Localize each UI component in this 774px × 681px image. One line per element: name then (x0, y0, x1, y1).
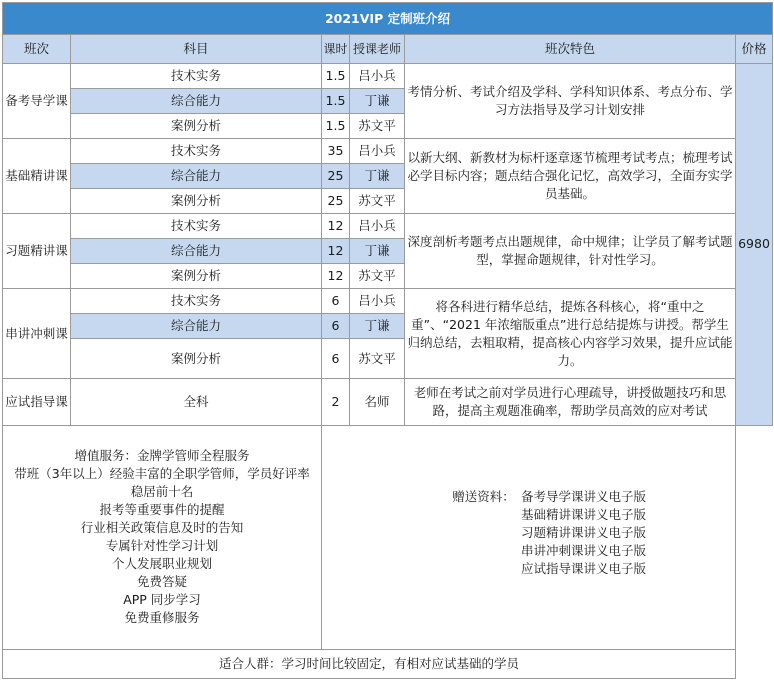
header-price: 价格 (736, 35, 773, 64)
features-sprint: 将各科进行精华总结，提炼各科核心，将“重中之重”、“2021 年浓缩版重点”进行总结提炼与讲授。帮学生归纳总结，去粗取精，提高核心内容学习效果，提升应试能力。 (405, 289, 736, 379)
hours-cell: 6 (322, 289, 350, 314)
hours-cell: 6 (322, 339, 350, 379)
gift-item: 备考导学课讲义电子版 (521, 489, 647, 505)
teacher-cell: 丁谦 (350, 89, 405, 114)
gift-materials (322, 425, 736, 649)
hours-cell: 12 (322, 264, 350, 289)
benefit-line: 稳居前十名 (130, 484, 194, 500)
hours-cell: 6 (322, 314, 350, 339)
teacher-cell: 苏文平 (350, 264, 405, 289)
subject-cell: 全科 (71, 379, 322, 425)
subject-cell: 技术实务 (71, 64, 322, 89)
subject-cell: 案例分析 (71, 264, 322, 289)
class-name-guidance: 应试指导课 (3, 379, 71, 425)
teacher-cell: 吕小兵 (350, 289, 405, 314)
benefit-line: APP 同步学习 (123, 592, 201, 608)
benefit-line: 行业相关政策信息及时的告知 (80, 520, 244, 536)
subject-cell: 技术实务 (71, 139, 322, 164)
benefit-line: 增值服务：金牌学管师全程服务 (74, 448, 250, 464)
benefit-line: 专属针对性学习计划 (105, 538, 219, 554)
subject-cell: 案例分析 (71, 114, 322, 139)
subject-cell: 综合能力 (71, 164, 322, 189)
value-added-services (3, 425, 322, 649)
teacher-cell: 苏文平 (350, 339, 405, 379)
subject-cell: 案例分析 (71, 339, 322, 379)
subject-cell: 综合能力 (71, 239, 322, 264)
gift-item: 习题精讲课讲义电子版 (521, 525, 647, 541)
class-name-exercise: 习题精讲课 (3, 214, 71, 289)
header-hours: 课时 (322, 35, 350, 64)
vip-course-table (2, 2, 773, 679)
header-subject: 科目 (71, 35, 322, 64)
gift-label: 赠送资料： (452, 489, 515, 505)
benefit-line: 免费重修服务 (124, 610, 200, 626)
gift-item: 基础精讲课讲义电子版 (521, 507, 647, 523)
teacher-cell: 吕小兵 (350, 64, 405, 89)
hours-cell: 1.5 (322, 89, 350, 114)
table-title: 2021VIP 定制班介绍 (3, 3, 773, 35)
teacher-cell: 丁谦 (350, 239, 405, 264)
hours-cell: 12 (322, 239, 350, 264)
hours-cell: 12 (322, 214, 350, 239)
teacher-cell: 丁谦 (350, 314, 405, 339)
benefit-line: 带班（3年以上）经验丰富的全职学管师，学员好评率 (14, 466, 310, 482)
subject-cell: 技术实务 (71, 289, 322, 314)
subject-cell: 技术实务 (71, 214, 322, 239)
class-name-prep: 备考导学课 (3, 64, 71, 139)
price-value: 6980 (736, 64, 773, 425)
benefit-line: 免费答疑 (136, 574, 187, 590)
features-prep: 考情分析、考试介绍及学科、学科知识体系、考点分布、学习方法指导及学习计划安排 (405, 64, 736, 139)
hours-cell: 1.5 (322, 64, 350, 89)
hours-cell: 1.5 (322, 114, 350, 139)
teacher-cell: 吕小兵 (350, 214, 405, 239)
header-teacher: 授课老师 (350, 35, 405, 64)
hours-cell: 35 (322, 139, 350, 164)
subject-cell: 综合能力 (71, 89, 322, 114)
vip-course-table-wrapper (2, 2, 772, 679)
subject-cell: 案例分析 (71, 189, 322, 214)
header-features: 班次特色 (405, 35, 736, 64)
hours-cell: 25 (322, 164, 350, 189)
teacher-cell: 名师 (350, 379, 405, 425)
teacher-cell: 苏文平 (350, 114, 405, 139)
features-basic: 以新大纲、新教材为标杆逐章逐节梳理考试考点；梳理考试必学目标内容；题点结合强化记忆，高效学习，全面夯实学员基础。 (405, 139, 736, 214)
benefit-line: 报考等重要事件的提醒 (99, 502, 225, 518)
teacher-cell: 吕小兵 (350, 139, 405, 164)
header-class: 班次 (3, 35, 71, 64)
subject-cell: 综合能力 (71, 314, 322, 339)
benefit-line: 个人发展职业规划 (111, 556, 212, 572)
features-exercise: 深度剖析考题考点出题规律，命中规律；让学员了解考试题型，掌握命题规律，针对性学习。 (405, 214, 736, 289)
teacher-cell: 丁谦 (350, 164, 405, 189)
teacher-cell: 苏文平 (350, 189, 405, 214)
class-name-sprint: 串讲冲刺课 (3, 289, 71, 379)
target-audience: 适合人群：学习时间比较固定，有相对应试基础的学员 (3, 649, 736, 678)
hours-cell: 2 (322, 379, 350, 425)
features-guidance: 老师在考试之前对学员进行心理疏导，讲授做题技巧和思路，提高主观题准确率，帮助学员高效的应对考试 (405, 379, 736, 425)
hours-cell: 25 (322, 189, 350, 214)
class-name-basic: 基础精讲课 (3, 139, 71, 214)
gift-item: 串讲冲刺课讲义电子版 (521, 543, 647, 559)
gift-item: 应试指导课讲义电子版 (521, 561, 647, 577)
